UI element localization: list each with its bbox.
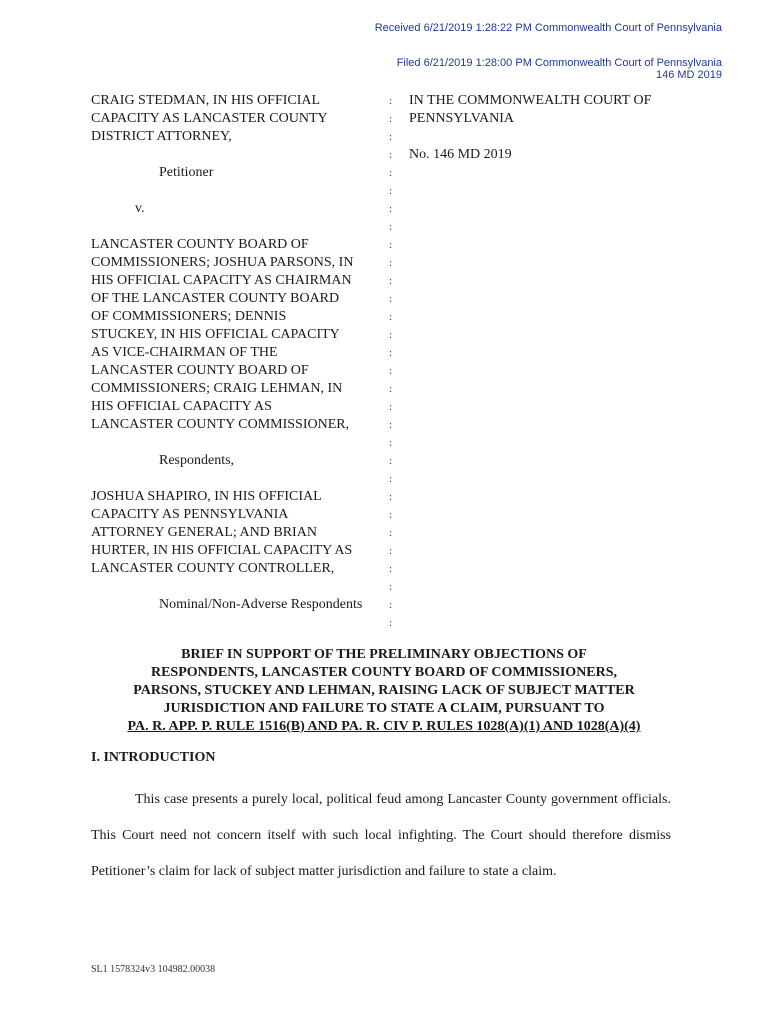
respondent-line: LANCASTER COUNTY BOARD OF [91,363,309,378]
docket-number: 146 MD 2019 [655,69,722,81]
caption-colon-divider [389,92,397,632]
respondent-line: OF COMMISSIONERS; DENNIS [91,309,287,324]
colon-mark: : [389,581,393,593]
colon-mark: : [389,401,393,413]
received-stamp [375,22,722,34]
colon-mark: : [389,527,393,539]
colon-mark: : [389,365,393,377]
court-name-line: IN THE COMMONWEALTH COURT OF [409,93,652,108]
versus-label: v. [135,201,145,216]
intro-paragraph: This case presents a purely local, political feud among Lancaster County government officials. This Court need not concern itself with such local infighting. The Court should therefore dismiss Petitioner’s claim for lack of subject matter jurisdiction and failure to state a claim. [91,792,671,879]
title-line: BRIEF IN SUPPORT OF THE PRELIMINARY OBJECTIONS OF [181,647,587,662]
colon-mark: : [389,491,393,503]
colon-mark: : [389,149,393,161]
case-number: No. 146 MD 2019 [409,147,512,162]
colon-mark: : [389,599,393,611]
title-line: PA. R. APP. P. RULE 1516(B) AND PA. R. CIV P. RULES 1028(A)(1) AND 1028(A)(4) [127,719,641,734]
respondent-line: COMMISSIONERS; CRAIG LEHMAN, IN [91,381,343,396]
court-name-line: PENNSYLVANIA [409,111,515,126]
colon-mark: : [389,419,393,431]
section-heading: I. INTRODUCTION [91,750,216,765]
respondent-line: STUCKEY, IN HIS OFFICIAL CAPACITY [91,327,340,342]
respondents-label: Respondents, [159,453,235,468]
respondent-line: LANCASTER COUNTY BOARD OF [91,237,309,252]
colon-mark: : [389,275,393,287]
respondent-line: LANCASTER COUNTY COMMISSIONER, [91,417,350,432]
colon-mark: : [389,347,393,359]
respondent-line: HIS OFFICIAL CAPACITY AS CHAIRMAN [91,273,352,288]
colon-mark: : [389,509,393,521]
caption-parties [91,92,386,614]
petitioner-line: CAPACITY AS LANCASTER COUNTY [91,111,328,126]
colon-mark: : [389,95,393,107]
colon-mark: : [389,455,393,467]
filed-stamp-text: Filed 6/21/2019 1:28:00 PM Commonwealth Court of Pennsylvania [396,57,722,69]
colon-mark: : [389,437,393,449]
respondent-line: COMMISSIONERS; JOSHUA PARSONS, IN [91,255,354,270]
nominal-respondent-line: ATTORNEY GENERAL; AND BRIAN [91,525,317,540]
colon-mark: : [389,239,393,251]
colon-mark: : [389,329,393,341]
colon-mark: : [389,113,393,125]
colon-mark: : [389,545,393,557]
filed-stamp [397,57,722,81]
nominal-respondent-line: HURTER, IN HIS OFFICIAL CAPACITY AS [91,543,353,558]
petitioner-line: DISTRICT ATTORNEY, [91,129,232,144]
petitioner-label: Petitioner [159,165,214,180]
nominal-respondent-line: CAPACITY AS PENNSYLVANIA [91,507,289,522]
respondent-line: AS VICE-CHAIRMAN OF THE [91,345,278,360]
received-stamp-text: Received 6/21/2019 1:28:22 PM Commonwealth Court of Pennsylvania [374,22,722,34]
colon-mark: : [389,167,393,179]
respondent-line: HIS OFFICIAL CAPACITY AS [91,399,272,414]
caption-court [409,92,699,164]
title-line: RESPONDENTS, LANCASTER COUNTY BOARD OF COMMISSIONERS, [150,665,618,680]
colon-mark: : [389,257,393,269]
respondent-line: OF THE LANCASTER COUNTY BOARD [91,291,340,306]
colon-mark: : [389,203,393,215]
colon-mark: : [389,617,393,629]
petitioner-line: CRAIG STEDMAN, IN HIS OFFICIAL [91,93,321,108]
document-id-footer: SL1 1578324v3 104982.00038 [91,964,216,975]
colon-mark: : [389,383,393,395]
colon-mark: : [389,311,393,323]
brief-title [60,646,708,736]
colon-mark: : [389,185,393,197]
nominal-respondent-line: JOSHUA SHAPIRO, IN HIS OFFICIAL [91,489,322,504]
colon-mark: : [389,293,393,305]
introduction-body [91,782,671,890]
nominal-respondent-line: LANCASTER COUNTY CONTROLLER, [91,561,335,576]
nominal-respondents-label: Nominal/Non-Adverse Respondents [159,597,363,612]
colon-mark: : [389,473,393,485]
title-line: JURISDICTION AND FAILURE TO STATE A CLAIM, PURSUANT TO [163,701,605,716]
colon-mark: : [389,563,393,575]
colon-mark: : [389,221,393,233]
colon-mark: : [389,131,393,143]
title-line: PARSONS, STUCKEY AND LEHMAN, RAISING LACK OF SUBJECT MATTER [133,683,635,698]
